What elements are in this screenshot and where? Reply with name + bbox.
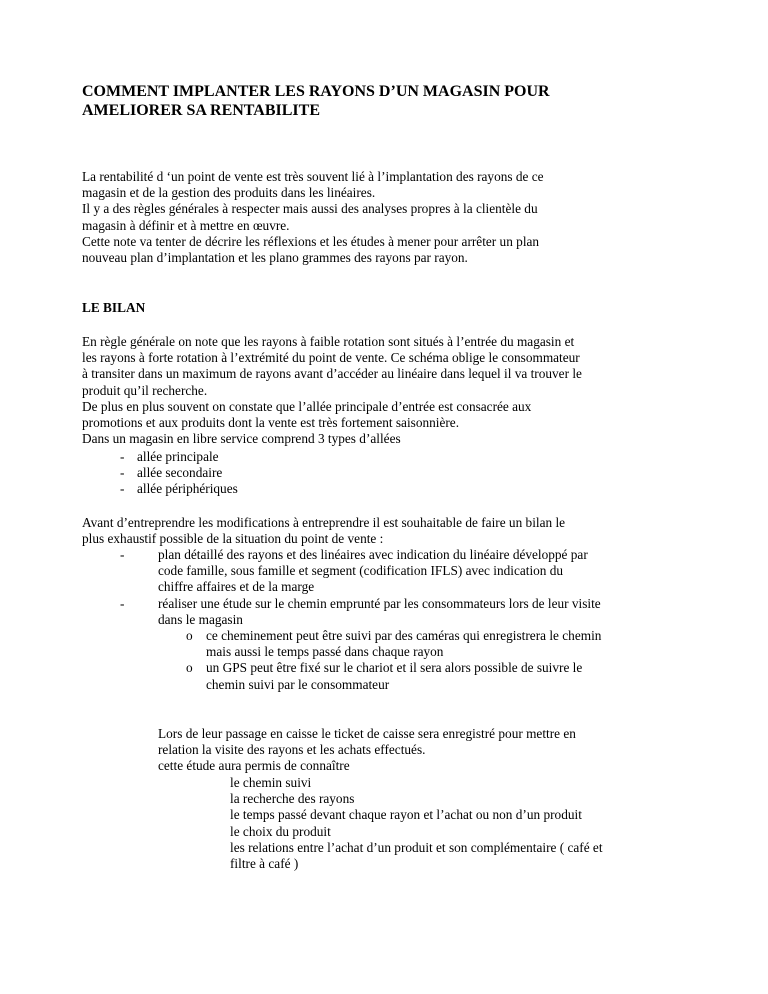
dash-bullet: - xyxy=(120,481,125,497)
sub-list xyxy=(158,628,720,693)
list-item xyxy=(120,481,238,497)
list-item-text: le temps passé devant chaque rayon et l’achat ou non d’un produit xyxy=(230,807,582,823)
sub-list-item xyxy=(158,628,720,660)
sub-list-item-line: ce cheminement peut être suivi par des caméras qui enregistrera le chemin xyxy=(206,628,602,644)
intro-line: magasin à définir et à mettre en œuvre. xyxy=(82,217,290,233)
intro-line: Il y a des règles générales à respecter mais aussi des analyses propres à la clientèle du xyxy=(82,201,538,217)
avant-line: plus exhaustif possible de la situation du point de vente : xyxy=(82,531,384,547)
list-item xyxy=(230,824,603,840)
list-item-text: filtre à café ) xyxy=(230,856,299,872)
ticket-line: Lors de leur passage en caisse le ticket de caisse sera enregistré pour mettre en xyxy=(158,726,576,741)
intro-paragraph xyxy=(82,169,702,266)
list-item xyxy=(120,449,238,465)
dash-bullet: - xyxy=(120,465,125,481)
intro-line: Cette note va tenter de décrire les réflexions et les études à mener pour arrêter un plan xyxy=(82,233,540,249)
bilan-line: les rayons à forte rotation à l’extrémité du point de vente. Ce schéma oblige le consommateur xyxy=(82,350,580,366)
section-heading-bilan: LE BILAN xyxy=(82,300,146,315)
ticket-paragraph xyxy=(158,726,678,775)
list-item xyxy=(230,856,603,872)
alley-types-list xyxy=(120,449,238,498)
list-item-text: allée principale xyxy=(137,449,219,464)
dash-bullet: - xyxy=(120,449,125,464)
title-line: COMMENT IMPLANTER LES RAYONS D’UN MAGASIN POUR xyxy=(82,83,550,100)
sub-list-item-line: chemin suivi par le consommateur xyxy=(206,676,390,692)
document-title xyxy=(82,82,682,120)
list-item-text: les relations entre l’achat d’un produit et son complémentaire ( café et xyxy=(230,839,603,855)
list-item-line: réaliser une étude sur le chemin emprunté par les consommateurs lors de leur visite xyxy=(158,595,601,611)
bilan-line: produit qu’il recherche. xyxy=(82,382,208,398)
sub-list-item xyxy=(158,660,720,692)
list-item-line: plan détaillé des rayons et des linéaires avec indication du linéaire développé par xyxy=(158,547,588,562)
bilan-line: à transiter dans un maximum de rayons avant d’accéder au linéaire dans lequel il va trouver le xyxy=(82,366,582,382)
list-item-text: la recherche des rayons xyxy=(230,791,355,807)
list-item-line: dans le magasin xyxy=(158,611,243,627)
dash-bullet: - xyxy=(120,595,125,611)
intro-line: La rentabilité d ‘un point de vente est très souvent lié à l’implantation des rayons de ce xyxy=(82,169,544,184)
list-item xyxy=(120,596,720,693)
list-item-text: le choix du produit xyxy=(230,823,331,839)
intro-line: magasin et de la gestion des produits dans les linéaires. xyxy=(82,185,376,201)
intro-line: nouveau plan d’implantation et les plano grammes des rayons par rayon. xyxy=(82,250,468,266)
list-item-line: chiffre affaires et de la marge xyxy=(158,579,315,595)
bilan-paragraph xyxy=(82,334,722,447)
sub-list-item-line: mais aussi le temps passé dans chaque rayon xyxy=(206,644,444,660)
bilan-line: En règle générale on note que les rayons à faible rotation sont situés à l’entrée du magasin et xyxy=(82,334,575,349)
list-item xyxy=(230,807,603,823)
sub-list-item-line: un GPS peut être fixé sur le chariot et il sera alors possible de suivre le xyxy=(206,660,583,676)
ticket-line: cette étude aura permis de connaître xyxy=(158,758,350,774)
list-item xyxy=(120,465,238,481)
list-item xyxy=(120,547,720,596)
list-item-text: allée périphériques xyxy=(137,481,238,497)
avant-paragraph xyxy=(82,515,722,547)
title-line: AMELIORER SA RENTABILITE xyxy=(82,102,320,119)
list-item xyxy=(230,840,603,856)
study-results-list xyxy=(230,775,603,872)
list-item-text: allée secondaire xyxy=(137,465,223,481)
ticket-line: relation la visite des rayons et les achats effectués. xyxy=(158,742,426,758)
circle-bullet-icon: o xyxy=(186,628,193,644)
list-item-line: code famille, sous famille et segment (codification IFLS) avec indication du xyxy=(158,563,564,579)
bilan-line: promotions et aux produits dont la vente est très fortement saisonnière. xyxy=(82,415,460,431)
list-item xyxy=(230,775,603,791)
avant-line: Avant d’entreprendre les modifications à entreprendre il est souhaitable de faire un bilan le xyxy=(82,515,566,530)
list-item-text: le chemin suivi xyxy=(230,775,312,790)
circle-bullet-icon: o xyxy=(186,660,193,676)
bilan-line: Dans un magasin en libre service comprend 3 types d’allées xyxy=(82,431,401,447)
list-item xyxy=(230,791,603,807)
bilan-line: De plus en plus souvent on constate que l’allée principale d’entrée est consacrée aux xyxy=(82,398,532,414)
dash-bullet: - xyxy=(120,547,125,562)
bilan-steps-list xyxy=(120,547,720,693)
